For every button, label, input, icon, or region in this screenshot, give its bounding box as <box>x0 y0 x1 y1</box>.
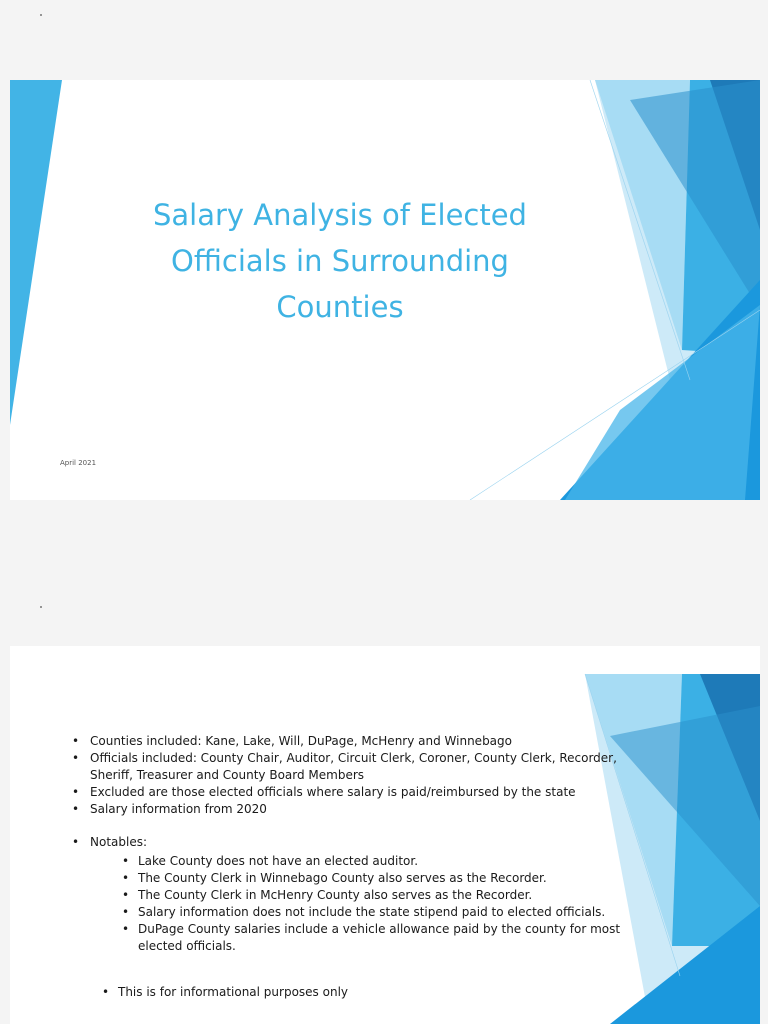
notables-label: Notables: <box>90 835 148 849</box>
notable-item: • The County Clerk in Winnebago County also serves as the Recorder. <box>90 870 650 887</box>
notable-item: • Lake County does not have an elected auditor. <box>90 853 650 870</box>
notable-item: • Salary information does not include the state stipend paid to elected officials. <box>90 904 650 921</box>
list-item: • Officials included: County Chair, Auditor, Circuit Clerk, Coroner, County Clerk, Recorder, Sheriff, Treasurer and County Board Members <box>70 750 650 784</box>
content-slide <box>10 646 760 1024</box>
slide-title: Salary Analysis of Elected Officials in Surrounding Counties <box>153 198 527 324</box>
bullet-list <box>70 733 650 1001</box>
left-shard <box>10 80 62 425</box>
notable-item: • DuPage County salaries include a vehicle allowance paid by the county for most elected officials. <box>90 921 650 955</box>
scan-mark <box>40 606 42 608</box>
title-slide <box>10 80 760 500</box>
list-item: • Counties included: Kane, Lake, Will, DuPage, McHenry and Winnebago <box>70 733 650 750</box>
scan-mark <box>40 14 42 16</box>
list-item: • Salary information from 2020 <box>70 801 650 818</box>
notables-item <box>70 834 650 955</box>
notable-item: • The County Clerk in McHenry County also serves as the Recorder. <box>90 887 650 904</box>
list-item: • Excluded are those elected officials where salary is paid/reimbursed by the state <box>70 784 650 801</box>
slide-date: April 2021 <box>60 459 97 467</box>
footer-bullet: • This is for informational purposes only <box>70 984 650 1001</box>
